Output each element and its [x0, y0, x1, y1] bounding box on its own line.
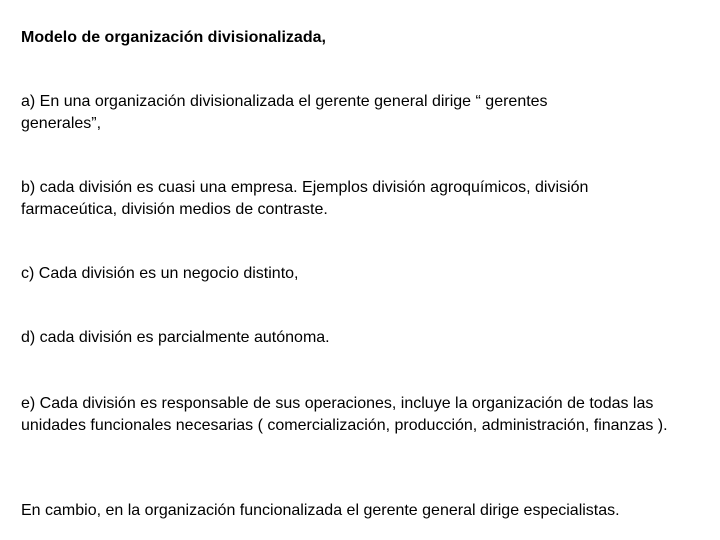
list-item-c: c) Cada división es un negocio distinto, — [21, 265, 299, 282]
list-item-e: e) Cada división es responsable de sus operaciones, incluye la organización de todas las unidades funcionales necesarias ( comercialización, producción, administración, finanzas ). — [21, 395, 668, 434]
list-item-a: a) En una organización divisionalizada el gerente general dirige “ gerentes generales”, — [21, 93, 548, 132]
conclusion-text: En cambio, en la organización funcionalizada el gerente general dirige especialistas. — [21, 502, 620, 519]
list-item-b: b) cada división es cuasi una empresa. Ejemplos división agroquímicos, división farmaceútica, división medios de contraste. — [21, 179, 589, 218]
list-item-d: d) cada división es parcialmente autónoma. — [21, 329, 330, 346]
slide-title: Modelo de organización divisionalizada, — [21, 29, 326, 46]
